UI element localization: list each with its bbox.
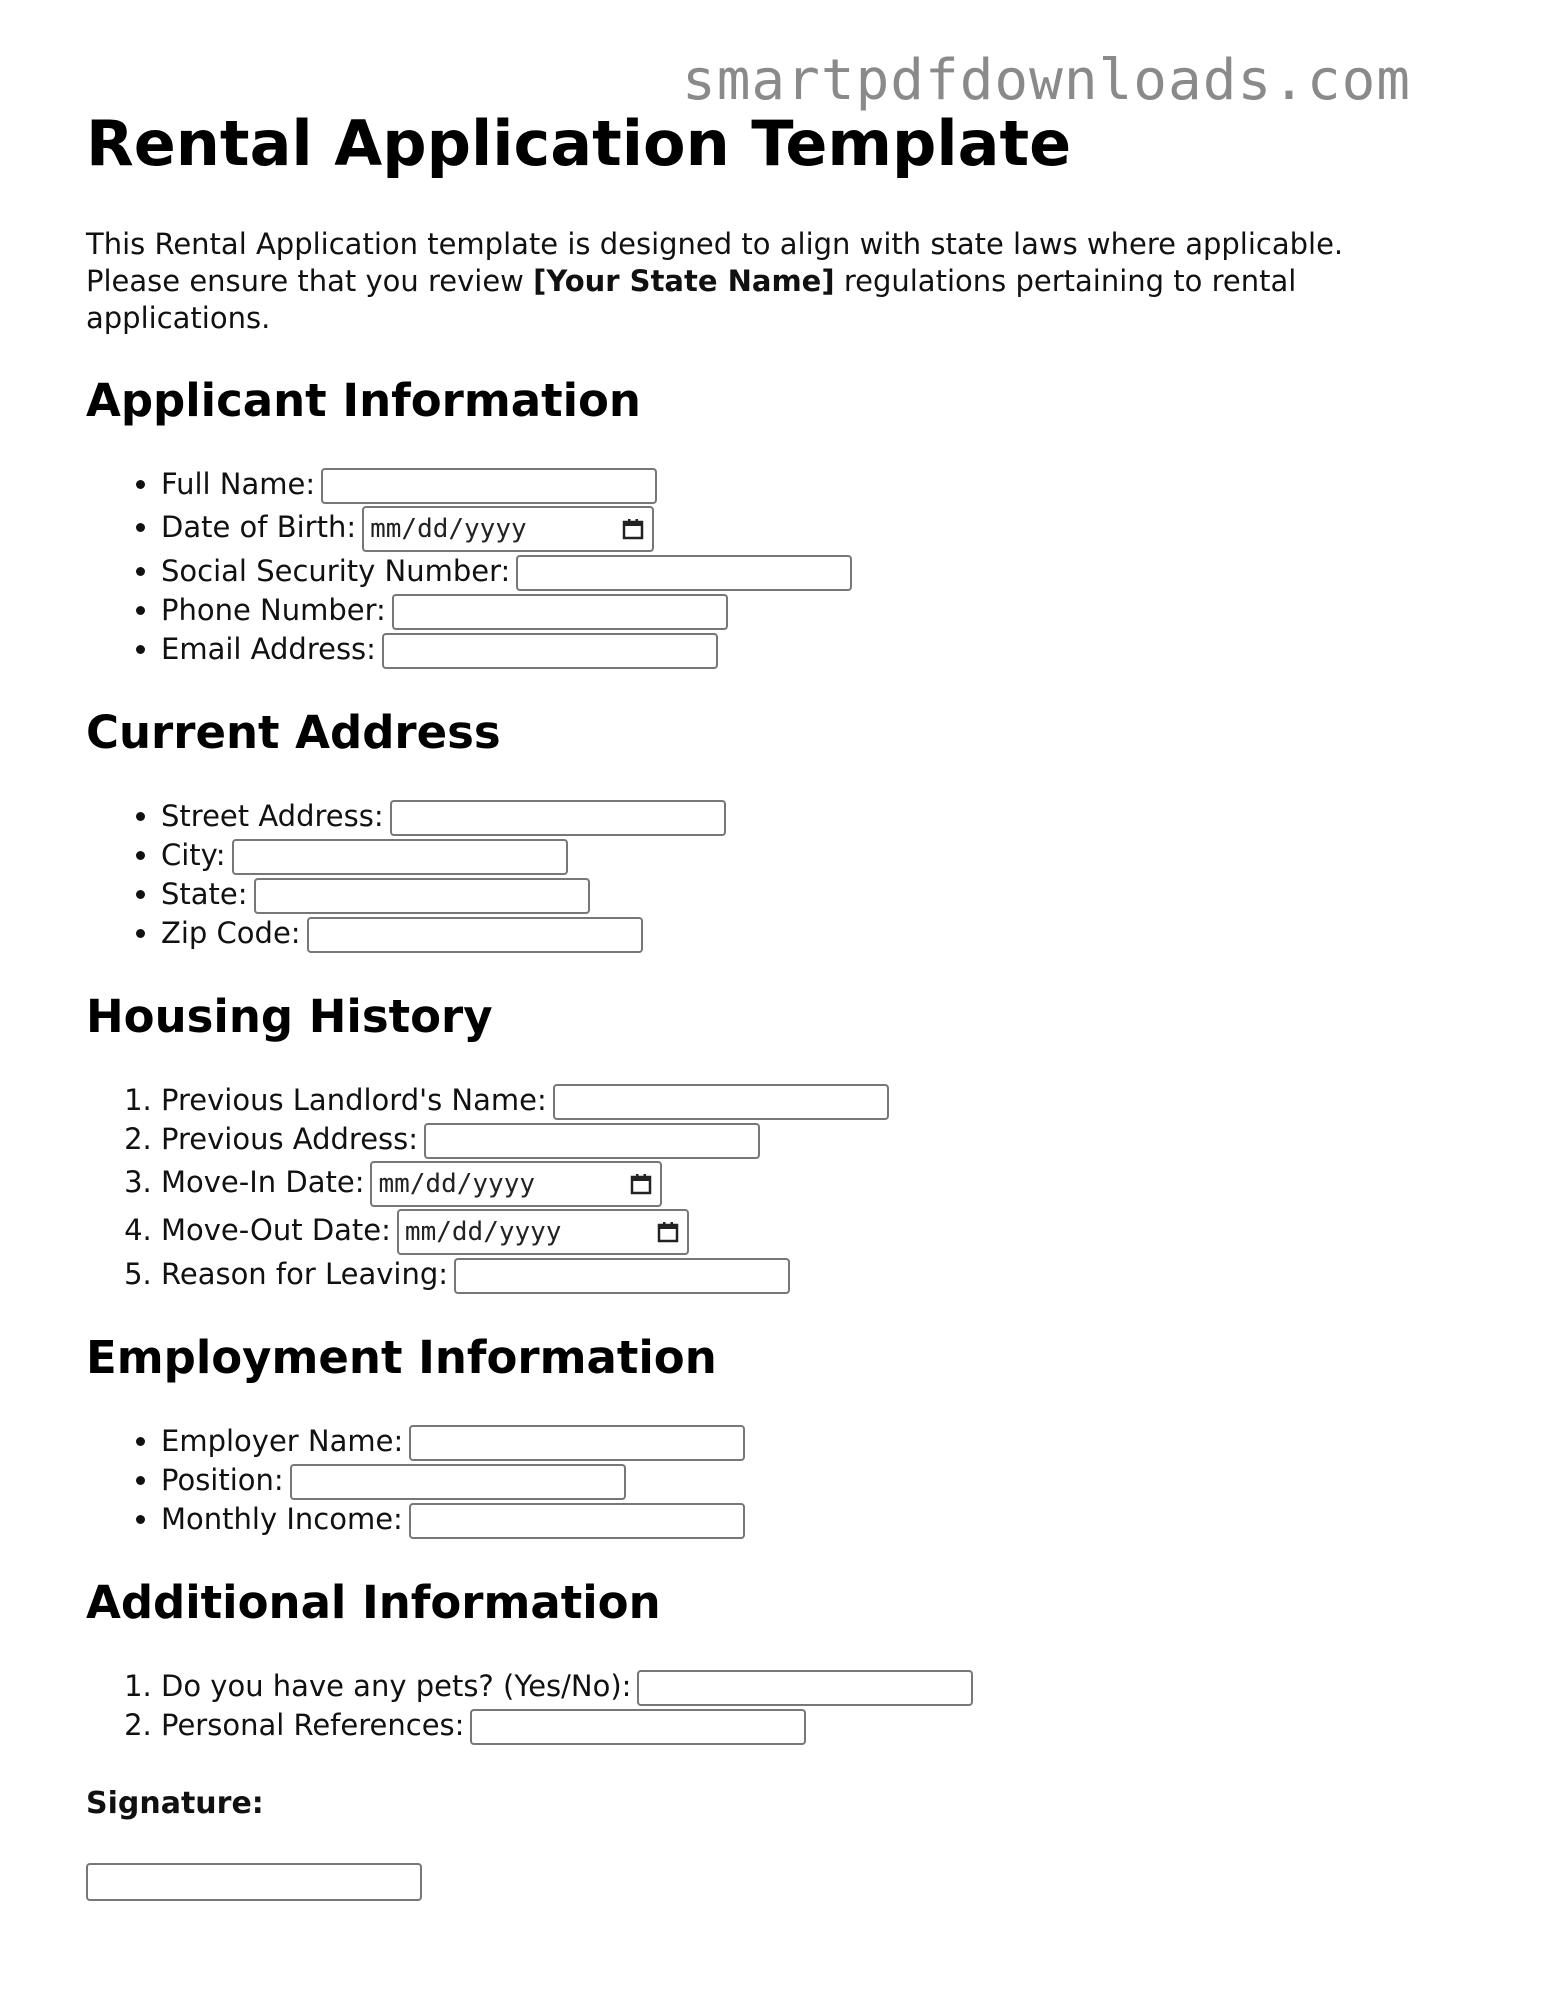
list-item [161, 552, 1486, 591]
zip-code-input[interactable] [307, 917, 643, 953]
date-placeholder: mm/dd/yyyy [378, 1169, 536, 1199]
city-input[interactable] [232, 839, 568, 875]
field-label: Position: [161, 1463, 284, 1497]
list-item [161, 1207, 1486, 1255]
field-label: Zip Code: [161, 916, 301, 950]
state-input[interactable] [254, 878, 590, 914]
section-heading-housing: Housing History [86, 990, 493, 1043]
move-out-date-input[interactable] [397, 1209, 689, 1255]
date-placeholder: mm/dd/yyyy [404, 1217, 562, 1247]
list-item [161, 465, 1486, 504]
field-label: Move-Out Date: [161, 1213, 391, 1247]
field-label: Do you have any pets? (Yes/No): [161, 1669, 632, 1703]
date-of-birth-input[interactable] [362, 506, 654, 552]
list-item [161, 1255, 1486, 1294]
document [86, 104, 1486, 1901]
phone-input[interactable] [392, 594, 728, 630]
date-placeholder: mm/dd/yyyy [370, 514, 527, 544]
move-in-date-input[interactable] [370, 1161, 662, 1207]
field-label: City: [161, 838, 226, 872]
personal-references-input[interactable] [470, 1709, 806, 1745]
list-item [161, 1706, 1486, 1745]
monthly-income-input[interactable] [409, 1503, 745, 1539]
list-item [161, 1120, 1486, 1159]
list-item [161, 1667, 1486, 1706]
page-title: Rental Application Template [86, 107, 1072, 180]
list-item [161, 836, 1486, 875]
field-label: Reason for Leaving: [161, 1257, 449, 1291]
list-item [161, 630, 1486, 669]
field-label: Phone Number: [161, 593, 386, 627]
list-item [161, 504, 1486, 552]
field-label: State: [161, 877, 248, 911]
employment-list [86, 1422, 1486, 1539]
field-label: Full Name: [161, 467, 316, 501]
list-item [161, 914, 1486, 953]
list-item [161, 875, 1486, 914]
field-label: Social Security Number: [161, 554, 511, 588]
field-label: Monthly Income: [161, 1502, 403, 1536]
ssn-input[interactable] [516, 555, 852, 591]
signature-input[interactable] [86, 1863, 422, 1901]
section-heading-address: Current Address [86, 706, 501, 759]
calendar-icon[interactable] [657, 1221, 679, 1243]
section-heading-employment: Employment Information [86, 1331, 717, 1384]
field-label: Date of Birth: [161, 510, 357, 544]
employer-name-input[interactable] [409, 1425, 745, 1461]
street-address-input[interactable] [390, 800, 726, 836]
field-label: Email Address: [161, 632, 376, 666]
calendar-icon[interactable] [622, 518, 644, 540]
field-label: Move-In Date: [161, 1165, 365, 1199]
watermark: smartpdfdownloads.com [682, 48, 1412, 113]
list-item [161, 1159, 1486, 1207]
state-name-placeholder: [Your State Name] [533, 264, 835, 298]
applicant-list [86, 465, 1486, 669]
intro-paragraph [86, 226, 1426, 337]
previous-landlord-input[interactable] [553, 1084, 889, 1120]
field-label: Personal References: [161, 1708, 465, 1742]
list-item [161, 1081, 1486, 1120]
position-input[interactable] [290, 1464, 626, 1500]
calendar-icon[interactable] [630, 1173, 652, 1195]
section-heading-applicant: Applicant Information [86, 374, 641, 427]
housing-list [86, 1081, 1486, 1294]
reason-for-leaving-input[interactable] [454, 1258, 790, 1294]
additional-list [86, 1667, 1486, 1745]
full-name-input[interactable] [321, 468, 657, 504]
field-label: Previous Address: [161, 1122, 419, 1156]
intro-text-end: regulations pertaining to rental applications. [86, 264, 1297, 335]
list-item [161, 1461, 1486, 1500]
intro-text-start: This Rental Application template is designed to align with state laws where applicable. Please ensure that you review [86, 227, 1344, 298]
field-label: Street Address: [161, 799, 384, 833]
email-input[interactable] [382, 633, 718, 669]
section-heading-additional: Additional Information [86, 1576, 661, 1629]
list-item [161, 797, 1486, 836]
signature-label: Signature: [86, 1786, 264, 1821]
address-list [86, 797, 1486, 953]
list-item [161, 1500, 1486, 1539]
field-label: Employer Name: [161, 1424, 404, 1458]
field-label: Previous Landlord's Name: [161, 1083, 547, 1117]
list-item [161, 1422, 1486, 1461]
previous-address-input[interactable] [424, 1123, 760, 1159]
pets-input[interactable] [637, 1670, 973, 1706]
list-item [161, 591, 1486, 630]
